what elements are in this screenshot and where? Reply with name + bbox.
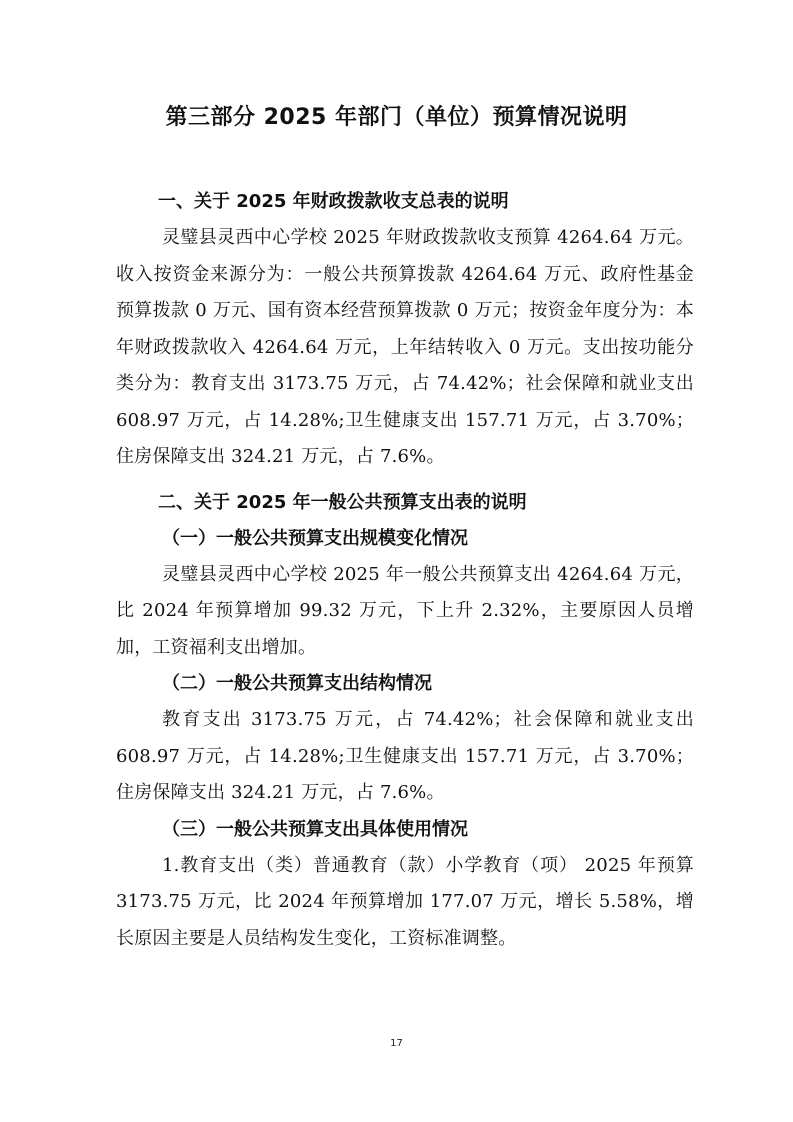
- subsection-heading-3: （三）一般公共预算支出具体使用情况: [162, 818, 468, 840]
- section-heading-1: 一、关于 2025 年财政拨款收支总表的说明: [158, 191, 509, 212]
- subsection-2-paragraph: 教育支出 3173.75 万元，占 74.42%；社会保障和就业支出 608.97 万元，占 14.28%;卫生健康支出 157.71 万元，占 3.70%；住房保障支出 324.21 万元，占 7.6%。: [116, 709, 694, 803]
- document-body: [116, 183, 694, 957]
- section-heading-2: 二、关于 2025 年一般公共预算支出表的说明: [158, 491, 527, 513]
- subsection-heading-1: （一）一般公共预算支出规模变化情况: [162, 527, 468, 549]
- page-title: 第三部分 2025 年部门（单位）预算情况说明: [165, 105, 628, 130]
- subsection-heading-2: （二）一般公共预算支出结构情况: [162, 673, 432, 694]
- section-1-paragraph: 灵璧县灵西中心学校 2025 年财政拨款收支预算 4264.64 万元。收入按资金来源分为：一般公共预算拨款 4264.64 万元、政府性基金预算拨款 0 万元、国有资本经营预算拨款 0 万元；按资金年度分为：本年财政拨款收入 4264.64 万元，上年结转收入 0 万元。支出按功能分类分为：教育支出 3173.75 万元，占 74.42%；社会保障和就业支出 608.97 万元，占 14.28%;卫生健康支出 157.71 万元，占 3.70%；住房保障支出 324.21 万元，占 7.6%。: [116, 227, 694, 467]
- page-number: 17: [390, 1038, 403, 1049]
- subsection-1-paragraph: 灵璧县灵西中心学校 2025 年一般公共预算支出 4264.64 万元，比 2024 年预算增加 99.32 万元，下上升 2.32%，主要原因人员增加，工资福利支出增加。: [116, 563, 694, 658]
- subsection-3-paragraph: 1.教育支出（类）普通教育（款）小学教育（项） 2025 年预算 3173.75 万元，比 2024 年预算增加 177.07 万元，增长 5.58%，增长原因主要是人员结构发生变化，工资标准调整。: [116, 854, 694, 949]
